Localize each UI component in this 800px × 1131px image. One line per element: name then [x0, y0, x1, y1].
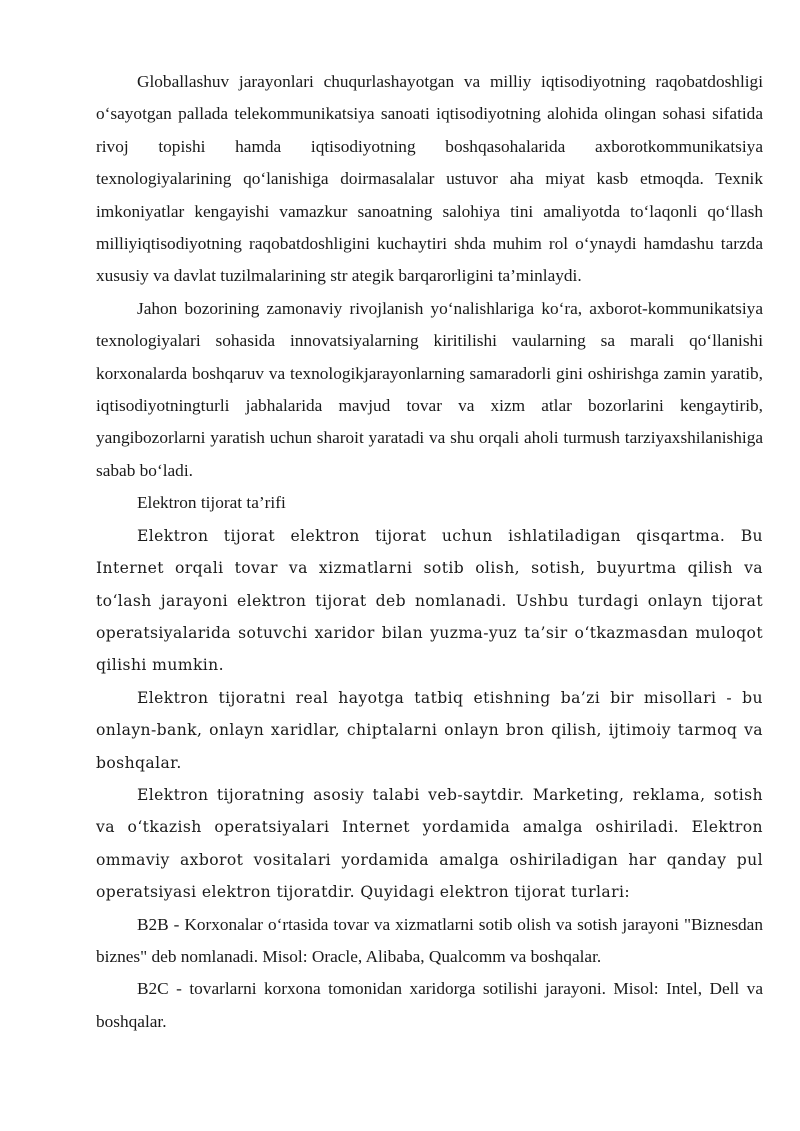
paragraph-globalization: Globallashuv jarayonlari chuqurlashayotgan va milliy iqtisodiyotning raqobatdoshligi o‘sayotgan pallada telekommunikatsiya sanoati iqtisodiyotning alohida olingan sohasi sifatida rivoj topishi hamda iqtisodiyotning boshqasohalarida axborotkommunikatsiya texnologiyalarining qo‘lanishiga doirmasalalar ustuvor aha miyat kasb etmoqda. Texnik imkoniyatlar kengayishi vamazkur sanoatning salohiya tini amaliyotda to‘laqonli qo‘llash milliyiqtisodiyotning raqobatdoshligini kuchaytiri shda muhim rol o‘ynaydi hamdashu tarzda xususiy va davlat tuzilmalarining str ategik barqarorligini ta’minlaydi.: [96, 72, 763, 286]
paragraph-b2b: B2B - Korxonalar o‘rtasida tovar va xizmatlarni sotib olish va sotish jarayoni "Biznesdan biznes" deb nomlanadi. Misol: Oracle, Alibaba, Qualcomm va boshqalar.: [96, 914, 763, 966]
document-page: [96, 66, 763, 1038]
paragraph-world-market: Jahon bozorining zamonaviy rivojlanish yo‘nalishlariga ko‘ra, axborot-kommunikatsiya texnologiyalari sohasida innovatsiyalarning kiritilishi vaularning sa marali qo‘llanishi korxonalarda boshqaruv va texnologikjarayonlarning samaradorli gini oshirishga zamin yaratib, iqtisodiyotningturli jabhalarida mavjud tovar va xizm atlar bozorlarini kengaytirib, yangibozorlarni yaratish uchun sharoit yaratadi va shu orqali aholi turmush tarziyaxshilanishiga sabab bo‘ladi.: [96, 298, 763, 480]
paragraph-ecommerce-examples: Elektron tijoratni real hayotga tatbiq etishning ba’zi bir misollari - bu onlayn-bank, onlayn xaridlar, chiptalarni onlayn bron qilish, ijtimoiy tarmoq va boshqalar.: [96, 688, 763, 772]
paragraph-ecommerce-website: Elektron tijoratning asosiy talabi veb-saytdir. Marketing, reklama, sotish va o‘tkazish operatsiyalari Internet yordamida amalga oshiriladi. Elektron ommaviy axborot vositalari yordamida amalga oshiriladigan har qanday pul operatsiyasi elektron tijoratdir. Quyidagi elektron tijorat turlari:: [96, 785, 763, 902]
paragraph-b2c: B2C - tovarlarni korxona tomonidan xaridorga sotilishi jarayoni. Misol: Intel, Dell va boshqalar.: [96, 979, 763, 1031]
paragraph-ecommerce-definition: Elektron tijorat elektron tijorat uchun ishlatiladigan qisqartma. Bu Internet orqali tovar va xizmatlarni sotib olish, sotish, buyurtma qilish va to‘lash jarayoni elektron tijorat deb nomlanadi. Ushbu turdagi onlayn tijorat operatsiyalarida sotuvchi xaridor bilan yuzma-yuz ta’sir o‘tkazmasdan muloqot qilishi mumkin.: [96, 526, 763, 675]
section-heading-definition: Elektron tijorat ta’rifi: [137, 493, 286, 513]
